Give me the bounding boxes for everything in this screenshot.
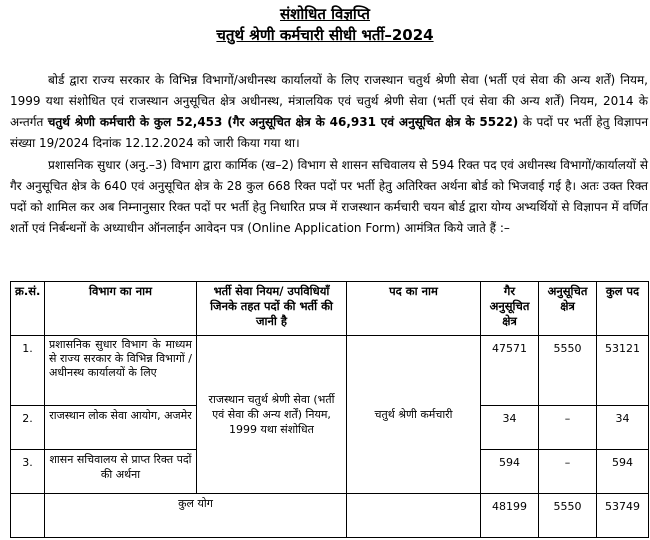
paragraph-additional-posts: प्रशासनिक सुधार (अनु.–3) विभाग द्वारा कार्मिक (ख–2) विभाग से शासन सचिवालय से 594 रिक्त पद एवं अधीनस्थ विभागों/कार्यालयों से गैर अनुसूचित क्षेत्र के 640 एवं अनुसूचित क्षेत्र के 28 कुल 668 रिक्त पदों पर भर्ती हेतु अतिरिक्त अर्थना बोर्ड को भिजवाई गई है। अतः उक्त रिक्त पदों को शामिल कर अब निम्नानुसार रिक्त पदों पर भर्ती हेतु निधारित प्रप्त्र में राजस्थान कर्मचारी चयन बोर्ड द्वारा योग्य अभ्यर्थियों से विज्ञापन में वर्णित शर्तो एवं निर्बन्धनों के अध्याधीन ऑनलाईन आवेदन पत्र (Online Application Form) आमंत्रित किये जाते हैं :– [10,158,648,235]
header-sno: क्र.सं. [11,282,45,336]
header-post: पद का नाम [347,282,481,336]
para1-text-b: के पदों पर भर्ती हेतु विज्ञापन संख्या 19/2024 दिनांक 12.12.2024 को जारी किया गया था। [10,115,648,150]
para1-highlight: चतुर्थ श्रेणी कर्मचारी के कुल 52,453 (गैर अनुसूचित क्षेत्र के 46,931 एवं अनुसूचित क्षेत्र के 5522) [47,115,519,129]
row3-sno: 3. [11,450,45,494]
row2-sno: 2. [11,406,45,450]
row2-dept: राजस्थान लोक सेवा आयोग, अजमेर [45,406,197,450]
row2-non-scheduled: 34 [481,406,539,450]
header-rules: भर्ती सेवा नियम/ उपविधियाँ जिनके तहत पदों की भर्ती की जानी है [197,282,347,336]
paragraph-advertisement [10,70,648,154]
vacancy-table [10,281,649,538]
header-dept: विभाग का नाम [45,282,197,336]
rules-cell: राजस्थान चतुर्थ श्रेणी सेवा (भर्ती एवं सेवा की अन्य शर्तें) नियम, 1999 यथा संशोधित [197,336,347,494]
table-header-row [11,282,649,336]
total-non-scheduled: 48199 [481,494,539,538]
total-label: कुल योग [45,494,347,538]
table-total-row [11,494,649,538]
total-empty-post-cell [347,494,481,538]
header-total: कुल पद [597,282,649,336]
row3-scheduled: – [539,450,597,494]
row1-non-scheduled: 47571 [481,336,539,406]
row3-total: 594 [597,450,649,494]
row3-non-scheduled: 594 [481,450,539,494]
row2-scheduled: – [539,406,597,450]
row3-dept: शासन सचिवालय से प्राप्त रिक्त पदों की अर्थना [45,450,197,494]
post-name-cell: चतुर्थ श्रेणी कर्मचारी [347,336,481,494]
table-row [11,336,649,406]
header-scheduled: अनुसूचित क्षेत्र [539,282,597,336]
total-empty-cell [11,494,45,538]
row1-scheduled: 5550 [539,336,597,406]
header-non-scheduled: गैर अनुसूचित क्षेत्र [481,282,539,336]
row1-total: 53121 [597,336,649,406]
para1-text-a: बोर्ड द्वारा राज्य सरकार के विभिन्न विभागों/अधीनस्थ कार्यालयों के लिए राजस्थान चतुर्थ श्रेणी सेवा (भर्ती एवं सेवा की अन्य शर्तें) नियम, 1999 यथा संशोधित एवं राजस्थान अनुसूचित क्षेत्र अधीनस्थ, मंत्रालयिक एवं चतुर्थ श्रेणी सेवा (भर्ती एवं सेवा की अन्य शर्तें) नियम, 2014 के अन्तर्गत [10,73,648,129]
notice-title: संशोधित विज्ञप्ति [279,5,370,23]
notice-subtitle: चतुर्थ श्रेणी कर्मचारी सीधी भर्ती–2024 [216,26,434,44]
total-total: 53749 [597,494,649,538]
total-scheduled: 5550 [539,494,597,538]
row1-dept: प्रशासनिक सुधार विभाग के माध्यम से राज्य सरकार के विभिन्न विभागों /अधीनस्थ कार्यालयों के लिए [45,336,197,406]
row1-sno: 1. [11,336,45,406]
row2-total: 34 [597,406,649,450]
